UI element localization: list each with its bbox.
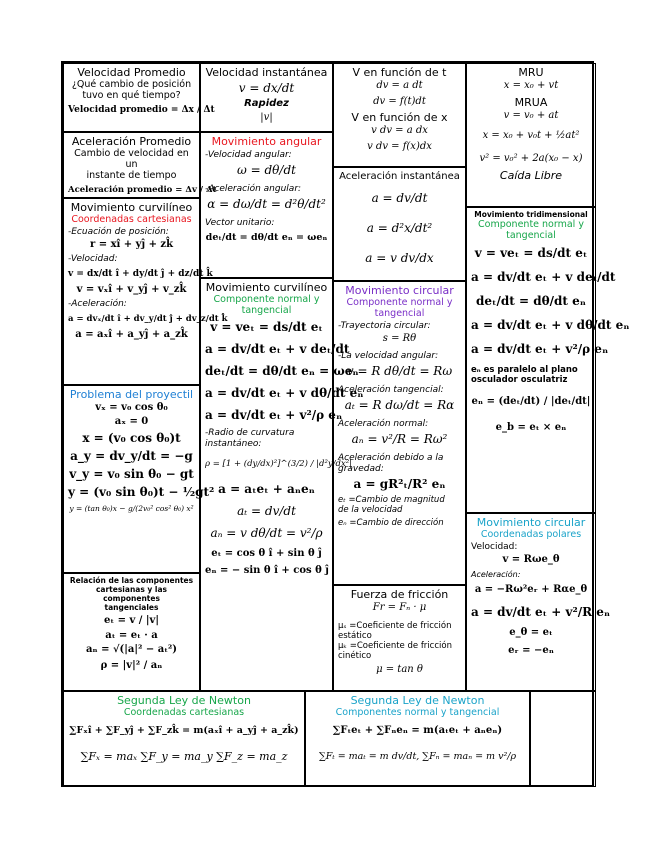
tridimensional-box bbox=[466, 207, 630, 513]
friccion-title: Fuerza de fricción bbox=[350, 588, 449, 601]
friccion-eq-1: Fr = Fₙ · μ bbox=[372, 602, 427, 613]
relacion-eq-4: ρ = |v|² / aₙ bbox=[100, 660, 163, 671]
radio-curvatura-eq: ρ = [1 + (dy/dx)²]^(3/2) / |d²y/dx²| bbox=[205, 459, 353, 469]
curvilineo-nt-eq-8: aₜ = dv/dt bbox=[237, 504, 296, 518]
relacion-title-3: tangenciales bbox=[104, 603, 159, 612]
v-funcion-x-eq-2: v dv = f(x)dx bbox=[367, 141, 432, 152]
cambio-magnitud-note-2: de la velocidad bbox=[338, 505, 403, 515]
newton-nt-eq-2: ∑Fₜ = maₜ = m dv/dt, ∑Fₙ = maₙ = m v²/ρ bbox=[318, 751, 517, 762]
vector-unitario-label: Vector unitario: bbox=[205, 218, 275, 228]
relacion-componentes-box bbox=[63, 573, 200, 691]
aceleracion-normal-eq: aₙ = v²/R = Rω² bbox=[351, 432, 448, 446]
newton-cartesianas-title: Segunda Ley de Newton bbox=[117, 694, 251, 707]
proyectil-eq-7: y = (tan θ₀)x − g/(2v₀² cos² θ₀) x² bbox=[69, 504, 194, 513]
newton-nt-title: Segunda Ley de Newton bbox=[350, 694, 485, 707]
radio-curvatura-label-1: -Radio de curvatura bbox=[205, 428, 295, 438]
osculador-note-1: eₙ es paralelo al plano bbox=[471, 365, 578, 375]
circular-polares-eq-5: eᵣ = −eₙ bbox=[508, 645, 554, 656]
tridimensional-title: Movimiento tridimensional bbox=[474, 210, 588, 219]
curvilineo-nt-eq-2: a = dv/dt eₜ + v deₜ/dt bbox=[205, 342, 350, 356]
aceleracion-promedio-eq: Aceleración promedio = Δv / Δt bbox=[68, 185, 217, 195]
curvilineo-nt-eq-9: aₙ = v dθ/dt = v²/ρ bbox=[210, 526, 323, 540]
vector-unitario-eq: deₜ/dt = dθ/dt eₙ = ωeₙ bbox=[205, 232, 328, 243]
tridimensional-sub-2: tangencial bbox=[506, 230, 556, 241]
v-funcion-t-title: V en función de t bbox=[352, 66, 447, 79]
friccion-box bbox=[333, 585, 466, 691]
curvilineo-nt-eq-10: eₜ = cos θ î + sin θ ĵ bbox=[211, 548, 322, 559]
velocidad-eq-1: v = dx/dt î + dy/dt ĵ + dz/dt k̂ bbox=[68, 269, 213, 279]
curvilineo-nt-sub-2: tangencial bbox=[241, 305, 292, 316]
friccion-eq-2: μ = tan θ bbox=[376, 664, 423, 675]
newton-nt-box bbox=[305, 691, 530, 787]
tridimensional-eq-1: v = veₜ = ds/dt eₜ bbox=[474, 246, 588, 260]
aceleracion-gravedad-label-2: gravedad: bbox=[338, 464, 384, 474]
circular-polares-sub: Coordenadas polares bbox=[480, 529, 582, 540]
osculador-note-2: osculador osculatriz bbox=[471, 375, 568, 385]
velocidad-promedio-q2: tuvo en qué tiempo? bbox=[82, 90, 181, 101]
aceleracion-instantanea-eq-3: a = v dv/dx bbox=[365, 251, 434, 265]
tridimensional-eq-4: a = dv/dt eₜ + v dθ/dt eₙ bbox=[471, 318, 630, 332]
aceleracion-promedio-d1: Cambio de velocidad en un bbox=[74, 148, 189, 170]
v-funcion-x-eq-1: v dv = a dx bbox=[371, 125, 428, 136]
friccion-estatico-2: estático bbox=[338, 631, 372, 641]
v-funcion-t-eq-1: dv = a dt bbox=[376, 80, 423, 91]
trayectoria-label: -Trayectoria circular: bbox=[338, 321, 431, 331]
rapidez-eq: |v| bbox=[260, 112, 273, 123]
rapidez-label: Rapidez bbox=[244, 98, 289, 109]
friccion-estatico-1: μₛ =Coeficiente de fricción bbox=[338, 621, 452, 631]
trayectoria-eq: s = Rθ bbox=[382, 333, 417, 344]
mru-title: MRU bbox=[518, 66, 544, 79]
aceleracion-angular-eq: α = dω/dt = d²θ/dt² bbox=[207, 197, 326, 211]
curvilineo-cartesianas-sub: Coordenadas cartesianas bbox=[71, 214, 192, 225]
curvilineo-cartesianas-title: Movimiento curvilíneo bbox=[70, 201, 193, 214]
newton-nt-eq-1: ∑Fₜeₜ + ∑Fₙeₙ = m(aₜeₜ + aₙeₙ) bbox=[332, 725, 503, 736]
aceleracion-tangencial-eq: aₜ = R dω/dt = Rα bbox=[344, 398, 455, 412]
curvilineo-nt-eq-1: v = veₜ = ds/dt eₜ bbox=[210, 320, 323, 334]
curvilineo-nt-eq-7: a = aₜeₜ + aₙeₙ bbox=[218, 482, 315, 496]
circular-polares-eq-4: e_θ = eₜ bbox=[509, 627, 553, 638]
circular-nt-sub-2: tangencial bbox=[374, 308, 425, 319]
mrua-eq-3: v² = v₀² + 2a(x₀ − x) bbox=[479, 153, 583, 164]
v-funcion-t-eq-2: dv = f(t)dt bbox=[373, 96, 426, 107]
aceleracion-gravedad-label-1: Aceleración debido a la bbox=[338, 453, 444, 463]
friccion-cinetico-2: cinético bbox=[338, 651, 372, 661]
aceleracion-angular-label: -Aceleración angular: bbox=[205, 184, 302, 194]
tridimensional-eq-3: deₜ/dt = dθ/dt eₙ bbox=[476, 294, 586, 308]
proyectil-eq-2: aₓ = 0 bbox=[114, 416, 149, 427]
friccion-cinetico-1: μₖ =Coeficiente de fricción bbox=[338, 641, 452, 651]
aceleracion-promedio-box bbox=[63, 132, 217, 198]
v-funcion-x-title: V en función de x bbox=[351, 111, 448, 124]
newton-nt-sub: Componentes normal y tangencial bbox=[335, 707, 500, 718]
velocidad-promedio-q1: ¿Qué cambio de posición bbox=[71, 79, 192, 90]
velocidad-promedio-box bbox=[63, 63, 215, 132]
v-funcion-box bbox=[333, 63, 466, 167]
curvilineo-nt-eq-5: a = dv/dt eₜ + v²/ρ eₙ bbox=[205, 408, 343, 422]
velocidad-promedio-title: Velocidad Promedio bbox=[77, 66, 186, 79]
proyectil-eq-5: v_y = v₀ sin θ₀ − gt bbox=[69, 467, 194, 481]
tridimensional-eq-2: a = dv/dt eₜ + v deₜ/dt bbox=[471, 270, 616, 284]
proyectil-title: Problema del proyectil bbox=[69, 388, 194, 401]
circular-nt-sub-1: Componente normal y bbox=[346, 297, 453, 308]
movimiento-angular-box bbox=[200, 132, 333, 278]
aceleracion-instantanea-box bbox=[333, 167, 466, 281]
circular-polares-aceleracion-label: Aceleración: bbox=[471, 570, 521, 579]
mrua-eq-1: v = v₀ + at bbox=[503, 110, 559, 121]
velocidad-angular-circ-eq: v = R dθ/dt = Rω bbox=[346, 364, 453, 378]
aceleracion-instantanea-eq-1: a = dv/dt bbox=[371, 191, 428, 205]
velocidad-angular-label: -Velocidad angular: bbox=[205, 150, 292, 160]
relacion-title-1: Relación de las componentes bbox=[69, 576, 194, 585]
curvilineo-cartesianas-box bbox=[63, 198, 228, 385]
circular-polares-box bbox=[466, 513, 611, 691]
circular-nt-box bbox=[333, 281, 466, 585]
relacion-eq-1: eₜ = v / |v| bbox=[104, 615, 159, 626]
velocidad-promedio-eq: Velocidad promedio = Δx / Δt bbox=[68, 105, 215, 115]
velocidad-instantanea-title: Velocidad instantánea bbox=[205, 66, 328, 79]
formula-sheet bbox=[61, 61, 630, 787]
posicion-eq: r = xî + yĵ + zk̂ bbox=[89, 239, 174, 250]
movimiento-angular-title: Movimiento angular bbox=[211, 135, 322, 148]
mru-box bbox=[466, 63, 596, 207]
mrua-title: MRUA bbox=[514, 96, 548, 109]
tridimensional-sub-1: Componente normal y bbox=[478, 219, 584, 230]
tridimensional-eq-6: eₙ = (deₜ/dt) / |deₜ/dt| bbox=[471, 396, 591, 407]
circular-nt-title: Movimiento circular bbox=[345, 284, 454, 297]
circular-polares-eq-2: a = −Rω²eᵣ + Rαe_θ bbox=[474, 584, 588, 595]
proyectil-eq-3: x = (v₀ cos θ₀)t bbox=[82, 431, 181, 445]
aceleracion-promedio-title: Aceleración Promedio bbox=[71, 135, 192, 148]
aceleracion-eq-1: a = dvₓ/dt î + dv_y/dt ĵ + dv_z/dt k̂ bbox=[68, 314, 228, 324]
posicion-label: -Ecuación de posición: bbox=[68, 227, 169, 237]
tridimensional-eq-7: e_b = eₜ × eₙ bbox=[495, 422, 567, 433]
velocidad-instantanea-eq: v = dx/dt bbox=[238, 81, 295, 95]
proyectil-eq-1: vₓ = v₀ cos θ₀ bbox=[95, 402, 168, 413]
curvilineo-nt-sub-1: Componente normal y bbox=[213, 294, 320, 305]
aceleracion-eq-2: a = aₓî + a_yĵ + a_zk̂ bbox=[75, 329, 188, 340]
newton-cartesianas-sub: Coordenadas cartesianas bbox=[123, 707, 245, 718]
tridimensional-eq-5: a = dv/dt eₜ + v²/ρ eₙ bbox=[471, 342, 609, 356]
curvilineo-nt-title: Movimiento curvilíneo bbox=[205, 281, 328, 294]
aceleracion-instantanea-eq-2: a = d²x/dt² bbox=[366, 221, 433, 235]
velocidad-angular-eq: ω = dθ/dt bbox=[237, 163, 296, 177]
cambio-direccion-note: eₙ =Cambio de dirección bbox=[338, 518, 444, 528]
circular-polares-eq-1: v = Rωe_θ bbox=[502, 554, 560, 565]
newton-cartesianas-eq-2: ∑Fₓ = maₓ ∑F_y = ma_y ∑F_z = ma_z bbox=[80, 750, 288, 763]
cambio-magnitud-note-1: eₜ =Cambio de magnitud bbox=[338, 495, 445, 505]
mru-eq: x = x₀ + vt bbox=[503, 80, 559, 91]
relacion-eq-3: aₙ = √(|a|² − aₜ²) bbox=[85, 644, 178, 655]
circular-polares-eq-3: a = dv/dt eₜ + v²/R eₙ bbox=[471, 605, 611, 619]
aceleracion-tangencial-label: Aceleración tangencial: bbox=[338, 385, 444, 395]
velocidad-angular-circ-label: -La velocidad angular: bbox=[338, 351, 439, 361]
aceleracion-gravedad-eq: a = gR²ₜ/R² eₙ bbox=[353, 477, 446, 491]
relacion-eq-2: aₜ = eₜ · a bbox=[105, 630, 158, 641]
velocidad-instantanea-box bbox=[200, 63, 333, 132]
curvilineo-nt-eq-11: eₙ = − sin θ î + cos θ ĵ bbox=[205, 565, 329, 576]
circular-polares-velocidad-label: Velocidad: bbox=[471, 542, 518, 552]
relacion-title-2: cartesianas y las componentes bbox=[95, 585, 168, 603]
velocidad-eq-2: v = vₓî + v_yĵ + v_zk̂ bbox=[76, 284, 187, 295]
proyectil-eq-6: y = (v₀ sin θ₀)t − ½gt² bbox=[68, 485, 215, 499]
aceleracion-instantanea-title: Aceleración instantánea bbox=[339, 171, 460, 182]
newton-cartesianas-eq-1: ∑Fₓî + ∑F_yĵ + ∑F_zk̂ = m(aₓî + a_yĵ + a_zk̂) bbox=[69, 725, 299, 736]
velocidad-label: -Velocidad: bbox=[68, 254, 118, 264]
aceleracion-normal-label: Aceleración normal: bbox=[338, 419, 429, 429]
curvilineo-nt-eq-3: deₜ/dt = dθ/dt eₙ = ωeₙ bbox=[205, 364, 359, 378]
aceleracion-label: -Aceleración: bbox=[68, 299, 127, 309]
newton-cartesianas-box bbox=[63, 691, 305, 787]
proyectil-eq-4: a_y = dv_y/dt = −g bbox=[70, 449, 193, 463]
empty-box bbox=[530, 691, 596, 787]
mrua-eq-2: x = x₀ + v₀t + ½at² bbox=[482, 130, 580, 141]
aceleracion-promedio-d2: instante de tiempo bbox=[86, 170, 177, 181]
proyectil-box bbox=[63, 385, 215, 573]
caida-libre-title: Caída Libre bbox=[499, 169, 563, 182]
radio-curvatura-label-2: instantáneo: bbox=[205, 439, 262, 449]
circular-polares-title: Movimiento circular bbox=[476, 516, 586, 529]
curvilineo-nt-eq-4: a = dv/dt eₜ + v dθ/dt eₙ bbox=[205, 386, 364, 400]
